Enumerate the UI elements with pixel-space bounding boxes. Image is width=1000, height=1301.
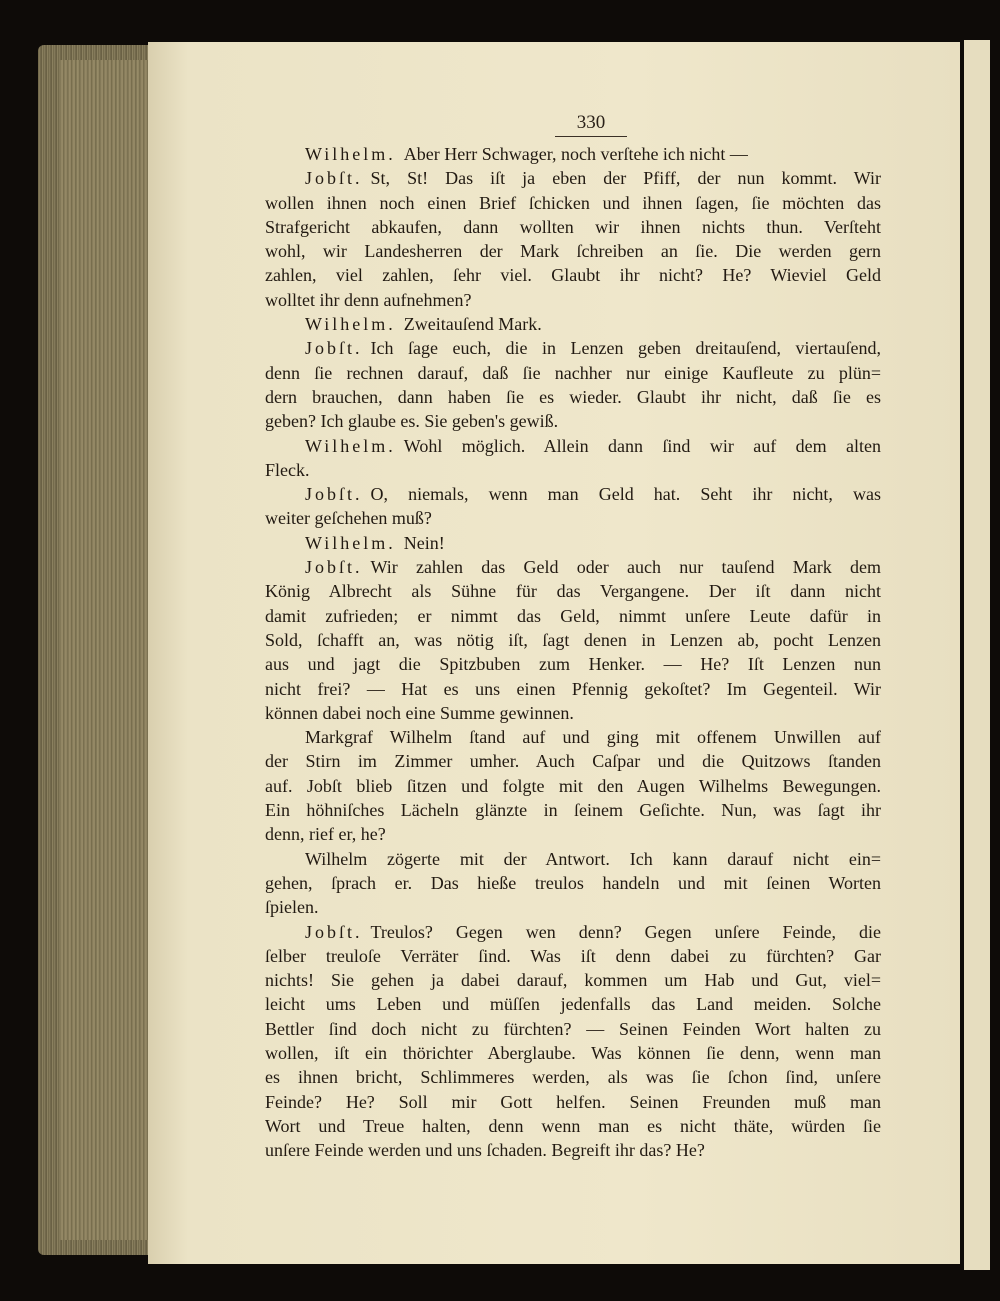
line-text: Wir zahlen das Geld oder auch nur tauſend Mark dem bbox=[370, 557, 881, 578]
text-line bbox=[265, 895, 881, 919]
line-text: Wilhelm zögerte mit der Antwort. Ich kann darauf nicht ein= bbox=[305, 848, 881, 869]
text-line bbox=[265, 774, 881, 798]
line-text: können dabei noch eine Summe gewinnen. bbox=[265, 702, 574, 723]
line-text: Wohl möglich. Allein dann ſind wir auf dem alten bbox=[403, 435, 881, 456]
line-text: es ihnen bricht, Schlimmeres werden, als was ſie ſchon ſind, unſere bbox=[265, 1067, 881, 1088]
text-line bbox=[265, 1090, 881, 1114]
text-line bbox=[265, 385, 881, 409]
speaker-name: Wilhelm. bbox=[305, 144, 396, 164]
text-line bbox=[265, 215, 881, 239]
line-text: Aber Herr Schwager, noch verſtehe ich nicht — bbox=[403, 144, 748, 164]
line-text: ſelber treuloſe Verräter ſind. Was iſt denn dabei zu fürchten? Gar bbox=[265, 945, 881, 966]
page-number: 330 bbox=[555, 112, 627, 137]
text-line bbox=[265, 749, 881, 773]
text-line bbox=[265, 434, 881, 458]
text-line bbox=[265, 847, 881, 871]
line-text: Ein höhniſches Lächeln glänzte in ſeinem Geſichte. Nun, was ſagt ihr bbox=[265, 800, 881, 821]
line-text: Feinde? He? Soll mir Gott helfen. Seinen Freunden muß man bbox=[265, 1091, 881, 1112]
text-line bbox=[265, 409, 881, 433]
text-line bbox=[265, 1041, 881, 1065]
text-line bbox=[265, 531, 881, 555]
line-text: nichts! Sie gehen ja dabei darauf, kommen um Hab und Gut, viel= bbox=[265, 970, 881, 991]
text-line bbox=[265, 1114, 881, 1138]
line-text: gehen, ſprach er. Das hieße treulos handeln und mit ſeinen Worten bbox=[265, 872, 881, 893]
book-page-edges-inner bbox=[60, 60, 148, 1240]
text-line bbox=[265, 288, 881, 312]
line-text: der Stirn im Zimmer umher. Auch Caſpar und die Quitzows ſtanden bbox=[265, 751, 881, 772]
line-text: Markgraf Wilhelm ſtand auf und ging mit offenem Unwillen auf bbox=[305, 727, 881, 748]
line-text: denn, rief er, he? bbox=[265, 824, 386, 845]
speaker-name: Jobſt. bbox=[305, 338, 363, 359]
speaker-name: Wilhelm. bbox=[305, 532, 396, 553]
line-text: O, niemals, wenn man Geld hat. Seht ihr nicht, was bbox=[370, 484, 881, 505]
text-line bbox=[265, 920, 881, 944]
page-body-text bbox=[265, 142, 881, 1162]
speaker-name: Jobſt. bbox=[305, 921, 363, 942]
line-text: Treulos? Gegen wen denn? Gegen unſere Feinde, die bbox=[370, 921, 881, 942]
line-text: Zweitauſend Mark. bbox=[403, 314, 542, 335]
line-text: geben? Ich glaube es. Sie geben's gewiß. bbox=[265, 411, 559, 432]
speaker-name: Jobſt. bbox=[305, 168, 363, 189]
line-text: nicht frei? — Hat es uns einen Pfennig gekoſtet? Im Gegenteil. Wir bbox=[265, 678, 881, 699]
text-line bbox=[265, 968, 881, 992]
line-text: damit zufrieden; er nimmt das Geld, nimmt unſere Leute dafür in bbox=[265, 605, 881, 626]
line-text: König Albrecht als Sühne für das Vergangene. Der iſt dann nicht bbox=[265, 581, 881, 602]
line-text: wollen ihnen noch einen Brief ſchicken und ihnen ſagen, ſie möchten das bbox=[265, 192, 881, 213]
text-line bbox=[265, 604, 881, 628]
line-text: unſere Feinde werden und uns ſchaden. Begreift ihr das? He? bbox=[265, 1140, 705, 1161]
text-line bbox=[265, 239, 881, 263]
text-line bbox=[265, 1138, 881, 1162]
speaker-name: Wilhelm. bbox=[305, 435, 396, 456]
text-line bbox=[265, 944, 881, 968]
line-text: weiter geſchehen muß? bbox=[265, 508, 432, 529]
line-text: wollen, iſt ein thörichter Aberglaube. Was können ſie denn, wenn man bbox=[265, 1042, 881, 1063]
line-text: Ich ſage euch, die in Lenzen geben dreitauſend, viertauſend, bbox=[370, 338, 881, 359]
text-line bbox=[265, 652, 881, 676]
line-text: Bettler ſind doch nicht zu fürchten? — Seinen Feinden Wort halten zu bbox=[265, 1018, 881, 1039]
line-text: dern brauchen, dann haben ſie es wieder. Glaubt ihr nicht, daß ſie es bbox=[265, 386, 881, 407]
line-text: St, St! Das iſt ja eben der Pfiff, der nun kommt. Wir bbox=[370, 168, 881, 189]
text-line bbox=[265, 506, 881, 530]
line-text: auf. Jobſt blieb ſitzen und folgte mit den Augen Wilhelms Bewegungen. bbox=[265, 775, 881, 796]
text-line bbox=[265, 677, 881, 701]
text-line bbox=[265, 142, 881, 166]
text-line bbox=[265, 191, 881, 215]
text-line bbox=[265, 822, 881, 846]
line-text: Sold, ſchafft an, was nötig iſt, ſagt denen in Lenzen ab, pocht Lenzen bbox=[265, 629, 881, 650]
text-line bbox=[265, 1065, 881, 1089]
line-text: wolltet ihr denn aufnehmen? bbox=[265, 289, 472, 310]
text-line bbox=[265, 482, 881, 506]
text-line bbox=[265, 628, 881, 652]
text-line bbox=[265, 263, 881, 287]
text-line bbox=[265, 361, 881, 385]
text-line bbox=[265, 871, 881, 895]
facing-page-edge bbox=[964, 40, 990, 1270]
line-text: Wort und Treue halten, denn wenn man es nicht thäte, würden ſie bbox=[265, 1115, 881, 1136]
text-line bbox=[265, 312, 881, 336]
line-text: aus und jagt die Spitzbuben zum Henker. — He? Iſt Lenzen nun bbox=[265, 654, 881, 675]
line-text: ſpielen. bbox=[265, 897, 319, 918]
speaker-name: Jobſt. bbox=[305, 484, 363, 505]
text-line bbox=[265, 336, 881, 360]
text-line bbox=[265, 166, 881, 190]
speaker-name: Jobſt. bbox=[305, 557, 363, 578]
text-line bbox=[265, 992, 881, 1016]
speaker-name: Wilhelm. bbox=[305, 314, 396, 335]
text-line bbox=[265, 579, 881, 603]
text-line bbox=[265, 798, 881, 822]
line-text: wohl, wir Landesherren der Mark ſchreiben an ſie. Die werden gern bbox=[265, 241, 881, 262]
text-line bbox=[265, 725, 881, 749]
text-line bbox=[265, 701, 881, 725]
line-text: Fleck. bbox=[265, 459, 310, 480]
line-text: denn ſie rechnen darauf, daß ſie nachher nur einige Kaufleute zu plün= bbox=[265, 362, 881, 383]
line-text: leicht ums Leben und müſſen jedenfalls das Land meiden. Solche bbox=[265, 994, 881, 1015]
line-text: zahlen, viel zahlen, ſehr viel. Glaubt ihr nicht? He? Wieviel Geld bbox=[265, 265, 881, 286]
line-text: Nein! bbox=[403, 532, 445, 553]
text-line bbox=[265, 1017, 881, 1041]
text-line bbox=[265, 458, 881, 482]
text-line bbox=[265, 555, 881, 579]
line-text: Strafgericht abkaufen, dann wollten wir ihnen nichts thun. Verſteht bbox=[265, 216, 881, 237]
